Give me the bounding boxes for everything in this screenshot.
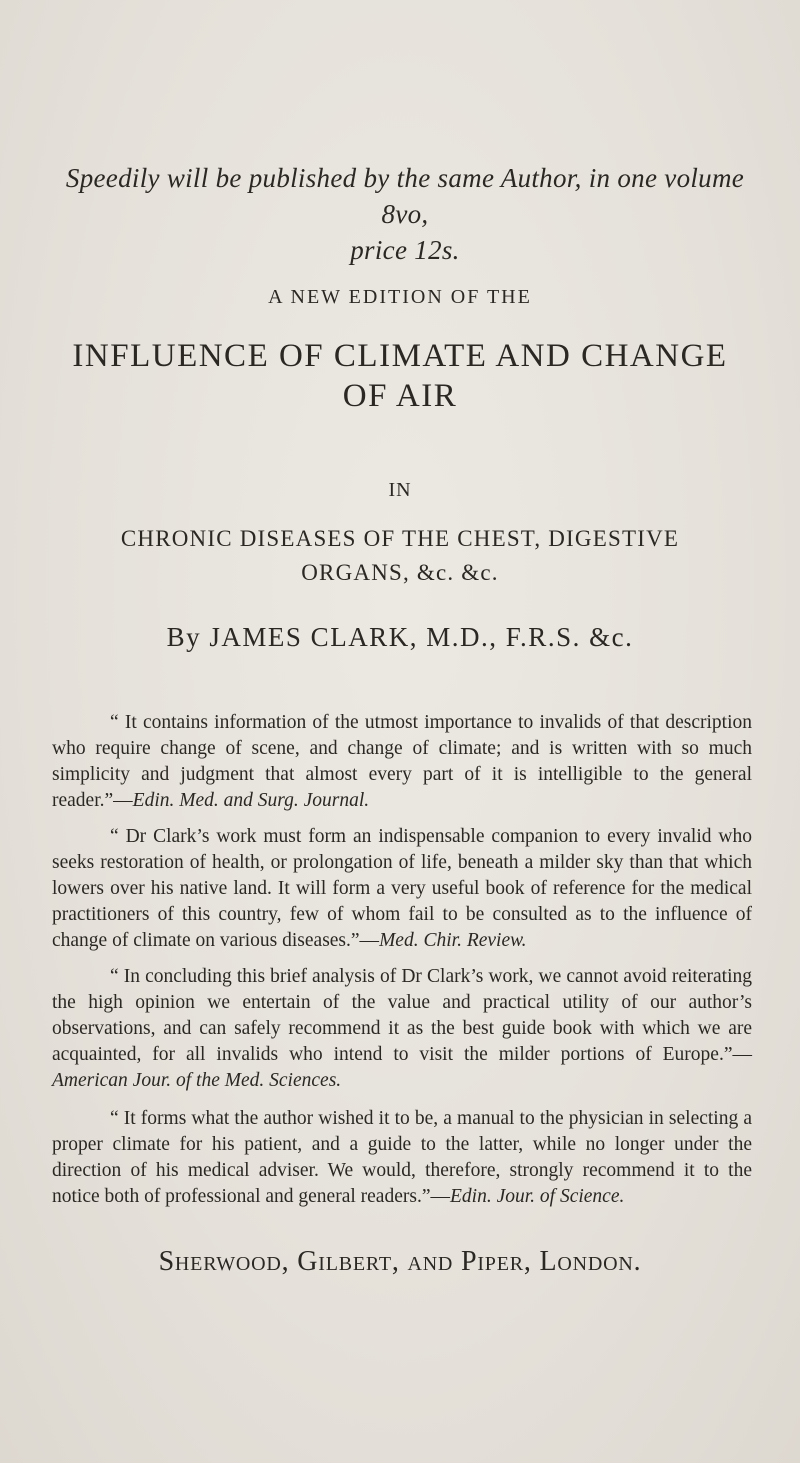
review-text: “ It forms what the author wished it to be, a manual to the physician in selecting a proper climate for his patient, and a guide to the latter, while no longer under the direction of his medical adviser. We would, therefore, strongly recommend it to the notice both of professional and general readers.”— <box>52 1108 752 1207</box>
review-quote <box>52 1106 752 1210</box>
book-subtitle <box>40 522 760 590</box>
announcement <box>60 160 750 268</box>
review-text: “ In concluding this brief analysis of Dr Clark’s work, we cannot avoid reiterating the high opinion we entertain of the value and practical utility of our author’s observations, and can safely recommend it as the best guide book with which we are acquainted, for all invalids who intend to visit the milder portions of Europe.”— <box>52 966 752 1065</box>
author-line: By JAMES CLARK, M.D., F.R.S. &c. <box>166 622 634 652</box>
review-text: “ Dr Clark’s work must form an indispensable companion to every invalid who seeks restoration of health, or prolongation of life, beneath a milder sky than that which lowers over his native land. It will form a very useful book of reference for the medical practitioners of this country, few of whom fail to be consulted as to the influence of change of climate on various diseases.”— <box>52 826 752 951</box>
review-source: American Jour. of the Med. Sciences. <box>52 1070 342 1091</box>
title-line-2: OF AIR <box>342 378 458 414</box>
title-line-1: INFLUENCE OF CLIMATE AND CHANGE <box>72 338 728 374</box>
in-word: IN <box>388 479 412 501</box>
review-source: Edin. Jour. of Science. <box>449 1186 625 1207</box>
subtitle-line-2: ORGANS, &c. &c. <box>301 560 499 585</box>
book-title <box>40 336 760 416</box>
announcement-line-2: price 12s. <box>350 235 460 265</box>
review-source: Edin. Med. and Surg. Journal. <box>132 790 370 811</box>
subtitle-line-1: CHRONIC DISEASES OF THE CHEST, DIGESTIVE <box>120 526 680 551</box>
review-text: “ It contains information of the utmost importance to invalids of that description who require change of scene, and change of climate; and is written with so much simplicity and judgment that almost every part of it is intelligible to the general reader.”— <box>52 712 752 811</box>
publisher-imprint: Sherwood, Gilbert, and Piper, London. <box>158 1246 642 1277</box>
review-quote <box>52 964 752 1094</box>
edition-label: A NEW EDITION OF THE <box>268 286 532 308</box>
review-quote <box>52 710 752 814</box>
review-quote <box>52 824 752 954</box>
review-source: Med. Chir. Review. <box>379 930 527 951</box>
announcement-line-1: Speedily will be published by the same Author, in one volume 8vo, <box>65 163 745 229</box>
